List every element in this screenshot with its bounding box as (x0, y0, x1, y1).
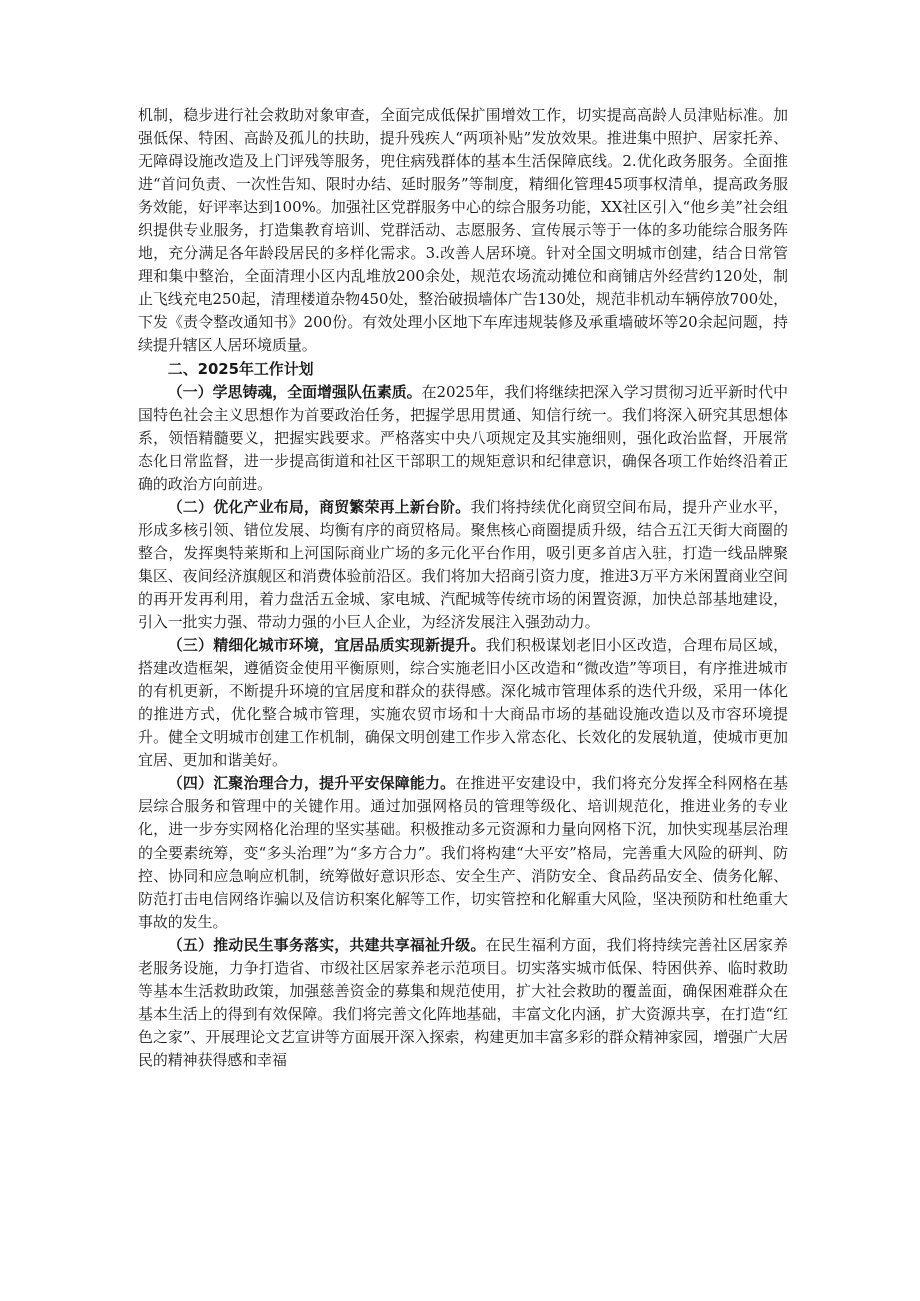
plan-item-3 (138, 634, 788, 772)
plan-item-lead: （二）优化产业布局，商贸繁荣再上新台阶。 (167, 497, 471, 516)
plan-item-lead: （三）精细化城市环境，宜居品质实现新提升。 (167, 636, 486, 655)
plan-item-body: 我们将持续优化商贸空间布局，提升产业水平，形成多核引领、错位发展、均衡有序的商贸格局。聚焦核心商圈提质升级，结合五江天街大商圈的整合，发挥奥特莱斯和上河国际商业广场的多元化平台作用，吸引更多首店入驻，打造一线品牌聚集区、夜间经济旗舰区和消费体验前沿区。我们将加大招商引资力度，推进3万平方米闲置商业空间的再开发再利用，着力盘活五金城、家电城、汽配城等传统市场的闲置资源，加快总部基地建设，引入一批实力强、带动力强的小巨人企业，为经济发展注入强劲动力。 (138, 497, 788, 632)
plan-item-lead: （一）学思铸魂，全面增强队伍素质。 (167, 382, 422, 401)
plan-item-2 (138, 496, 788, 634)
plan-item-lead: （四）汇聚治理合力，提升平安保障能力。 (167, 774, 456, 793)
section-heading: 二、2025年工作计划 (167, 359, 314, 378)
plan-item-body: 在民生福利方面，我们将持续完善社区居家养老服务设施，力争打造省、市级社区居家养老示范项目。切实落实城市低保、特困供养、临时救助等基本生活救助政策，加强慈善资金的募集和规范使用，扩大社会救助的覆盖面，确保困难群众在基本生活上的得到有效保障。我们将完善文化阵地基础，丰富文化内涵，扩大资源共享，在打造“红色之家”、开展理论文艺宣讲等方面展开深入探索，构建更加丰富多彩的群众精神家园，增强广大居民的精神获得感和幸福 (138, 935, 788, 1069)
intro-paragraph: 机制，稳步进行社会救助对象审查，全面完成低保扩围增效工作，切实提高高龄人员津贴标准。加强低保、特困、高龄及孤儿的扶助，提升残疾人“两项补贴”发放效果。推进集中照护、居家托养、无障碍设施改造及上门评残等服务，兜住病残群体的基本生活保障底线。2.优化政务服务。全面推进“首问负责、一次性告知、限时办结、延时服务”等制度，精细化管理45项事权清单，提高政务服务效能，好评率达到100%。加强社区党群服务中心的综合服务功能，XX社区引入“他乡美”社会组织提供专业服务，打造集教育培训、党群活动、志愿服务、宣传展示等于一体的多功能综合服务阵地，充分满足各年龄段居民的多样化需求。3.改善人居环境。针对全国文明城市创建，结合日常管理和集中整治，全面清理小区内乱堆放200余处，规范农场流动摊位和商铺店外经营约120处，制止飞线充电250起，清理楼道杂物450处，整治破损墙体广告130处，规范非机动车辆停放700处，下发《责令整改通知书》200份。有效处理小区地下车库违规装修及承重墙破坏等20余起问题，持续提升辖区人居环境质量。 (138, 106, 788, 355)
plan-item-4 (138, 772, 788, 933)
plan-item-1 (138, 381, 788, 496)
plan-item-body: 在2025年，我们将继续把深入学习贯彻习近平新时代中国特色社会主义思想作为首要政治任务，把握学思用贯通、知信行统一。我们将深入研究其思想体系，领悟精髓要义，把握实践要求。严格落实中央八项规定及其实施细则，强化政治监督，开展常态化日常监督，进一步提高街道和社区干部职工的规矩意识和纪律意识，确保各项工作始终沿着正确的政治方向前进。 (138, 382, 788, 493)
plan-item-lead: （五）推动民生事务落实，共建共享福祉升级。 (167, 935, 486, 954)
plan-item-5 (138, 934, 788, 1072)
plan-item-body: 我们积极谋划老旧小区改造，合理布局区域，搭建改造框架，遵循资金使用平衡原则，综合实施老旧小区改造和“微改造”等项目，有序推进城市的有机更新，不断提升环境的宜居度和群众的获得感。深化城市管理体系的迭代升级，采用一体化的推进方式，优化整合城市管理，实施农贸市场和十大商品市场的基础设施改造以及市容环境提升。健全文明城市创建工作机制，确保文明创建工作步入常态化、长效化的发展轨道，使城市更加宜居、更加和谐美好。 (138, 636, 788, 770)
document-page (138, 104, 788, 1072)
plan-item-body: 在推进平安建设中，我们将充分发挥全科网格在基层综合服务和管理中的关键作用。通过加强网格员的管理等级化、培训规范化，推进业务的专业化，进一步夯实网格化治理的坚实基础。积极推动多元资源和力量向网格下沉，加快实现基层治理的全要素统筹，变“多头治理”为“多方合力”。我们将构建“大平安”格局，完善重大风险的研判、防控、协同和应急响应机制，统筹做好意识形态、安全生产、消防安全、食品药品安全、债务化解、防范打击电信网络诈骗以及信访积案化解等工作，切实管控和化解重大风险，坚决预防和杜绝重大事故的发生。 (138, 774, 788, 931)
